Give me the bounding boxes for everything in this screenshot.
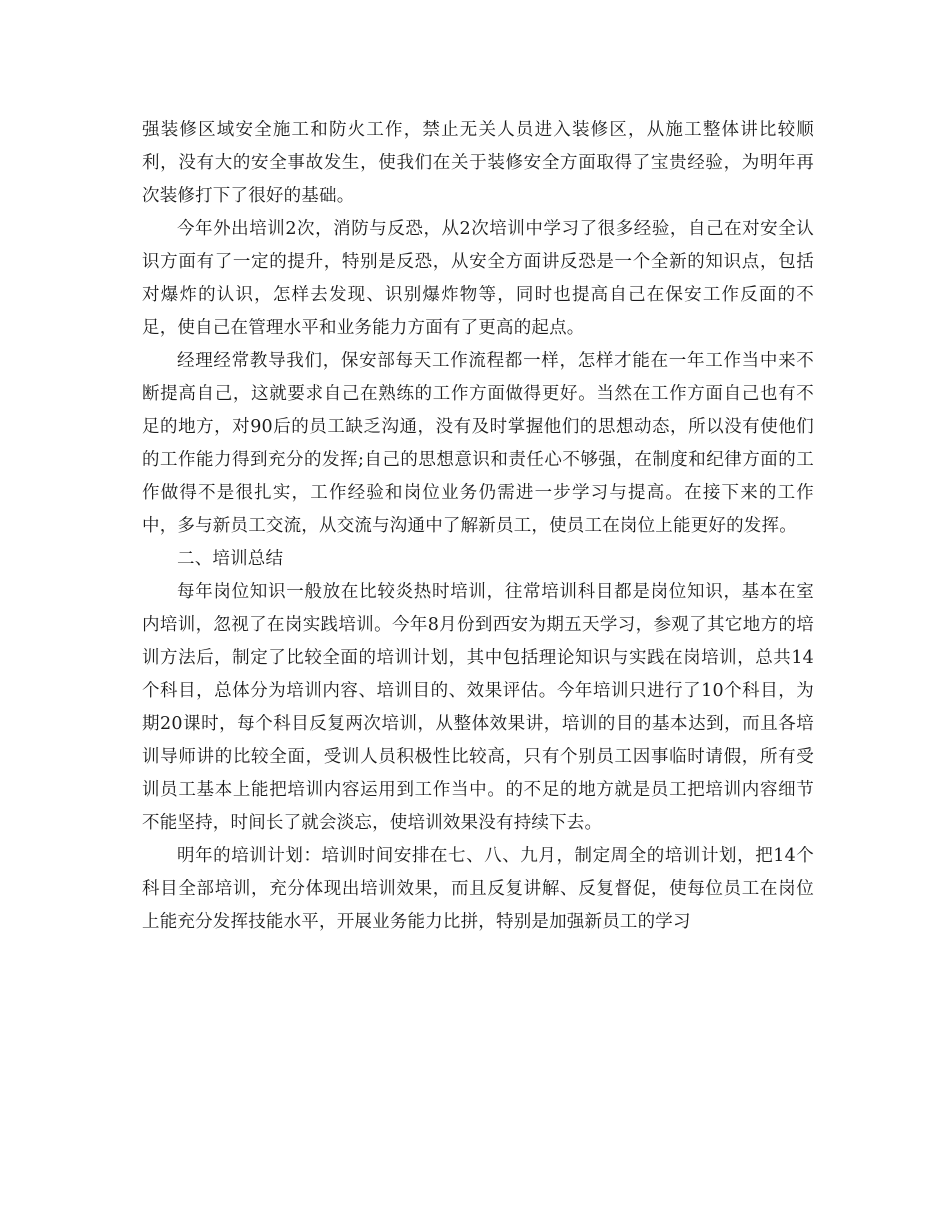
- document-body: [142, 114, 814, 939]
- section-heading-training-summary: 二、培训总结: [177, 549, 284, 569]
- paragraph-next-year-plan: 明年的培训计划：培训时间安排在七、八、九月，制定周全的培训计划，把14个科目全部培训，充分体现出培训效果，而且反复讲解、反复督促，使每位员工在岗位上能充分发挥技能水平，开展业务能力比拼，特别是加强新员工的学习: [142, 846, 814, 932]
- paragraph-self-improvement: 经理经常教导我们，保安部每天工作流程都一样，怎样才能在一年工作当中来不断提高自己，这就要求自己在熟练的工作方面做得更好。当然在工作方面自己也有不足的地方，对90后的员工缺乏沟通，没有及时掌握他们的思想动态，所以没有使他们的工作能力得到充分的发挥;自己的思想意识和责任心不够强，在制度和纪律方面的工作做得不是很扎实，工作经验和岗位业务仍需进一步学习与提高。在接下来的工作中，多与新员工交流，从交流与沟通中了解新员工，使员工在岗位上能更好的发挥。: [142, 351, 814, 536]
- paragraph-external-training: 今年外出培训2次，消防与反恐，从2次培训中学习了很多经验，自己在对安全认识方面有了一定的提升，特别是反恐，从安全方面讲反恐是一个全新的知识点，包括对爆炸的认识，怎样去发现、识别爆炸物等，同时也提高自己在保安工作反面的不足，使自己在管理水平和业务能力方面有了更高的起点。: [142, 219, 814, 338]
- paragraph-training-summary: 每年岗位知识一般放在比较炎热时培训，往常培训科目都是岗位知识，基本在室内培训，忽视了在岗实践培训。今年8月份到西安为期五天学习，参观了其它地方的培训方法后，制定了比较全面的培训计划，其中包括理论知识与实践在岗培训，总共14个科目，总体分为培训内容、培训目的、效果评估。今年培训只进行了10个科目，为期20课时，每个科目反复两次培训，从整体效果讲，培训的目的基本达到，而且各培训导师讲的比较全面，受训人员积极性比较高，只有个别员工因事临时请假，所有受训员工基本上能把培训内容运用到工作当中。的不足的地方就是员工把培训内容细节不能坚持，时间长了就会淡忘，使培训效果没有持续下去。: [142, 582, 814, 833]
- paragraph-continued: 强装修区域安全施工和防火工作，禁止无关人员进入装修区，从施工整体讲比较顺利，没有大的安全事故发生，使我们在关于装修安全方面取得了宝贵经验，为明年再次装修打下了很好的基础。: [142, 120, 814, 206]
